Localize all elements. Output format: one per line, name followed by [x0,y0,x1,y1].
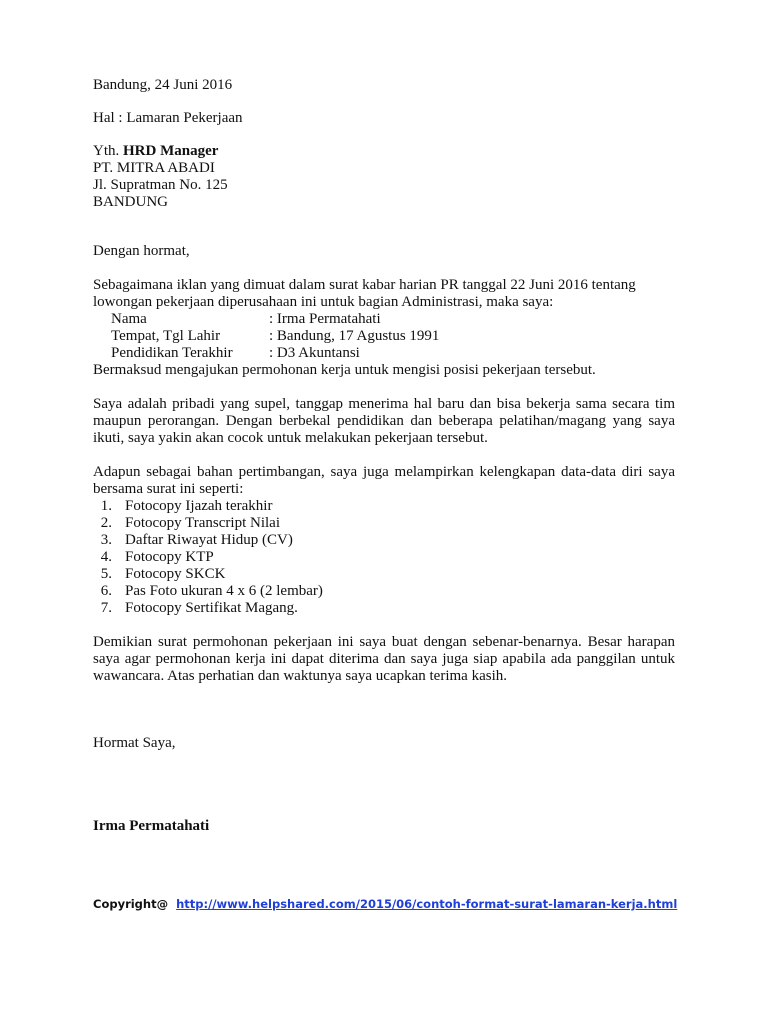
recipient-company: PT. MITRA ABADI [93,160,215,176]
list-text: Daftar Riwayat Hidup (CV) [125,532,293,548]
list-item [93,549,675,566]
list-text: Fotocopy SKCK [125,566,226,582]
signature-name: Irma Permatahati [93,818,210,834]
list-text: Pas Foto ukuran 4 x 6 (2 lembar) [125,583,323,599]
list-number: 6. [100,583,112,599]
list-text: Fotocopy Transcript Nilai [125,515,281,531]
field-row-education [93,345,675,362]
recipient-address: Jl. Supratman No. 125 [93,177,228,193]
list-item [93,515,675,532]
field-label: Tempat, Tgl Lahir [111,328,221,344]
list-number: 2. [100,515,112,531]
list-number: 7. [100,600,112,616]
recipient-title-line [93,143,675,160]
attachment-list [93,498,675,617]
field-value: : D3 Akuntansi [269,345,360,361]
list-text: Fotocopy Ijazah terakhir [125,498,273,514]
letter-date: Bandung, 24 Juni 2016 [93,77,233,93]
field-label: Pendidikan Terakhir [111,345,233,361]
letter [93,77,675,835]
list-item [93,600,675,617]
intent-line: Bermaksud mengajukan permohonan kerja untuk mengisi posisi pekerjaan tersebut. [93,362,596,378]
recipient-prefix: Yth. [93,143,123,159]
field-label: Nama [111,311,147,327]
signoff: Hormat Saya, [93,735,176,751]
field-value: : Irma Permatahati [269,311,381,327]
greeting: Dengan hormat, [93,243,190,259]
paragraph-closing: Demikian surat permohonan pekerjaan ini saya buat dengan sebenar-benarnya. Besar harapan saya agar permohonan kerja ini dapat diterima dan saya juga siap apabila ada panggilan untuk wawancara. Atas perhatian dan waktunya saya ucapkan terima kasih. [93,634,675,684]
list-number: 5. [100,566,112,582]
list-number: 1. [100,498,112,514]
recipient-city: BANDUNG [93,194,168,210]
copyright-label: Copyright@ [93,897,169,911]
list-item [93,498,675,515]
intro-line-1: Sebagaimana iklan yang dimuat dalam surat kabar harian PR tanggal 22 Juni 2016 tentang [93,277,636,293]
source-link[interactable]: http://www.helpshared.com/2015/06/contoh-format-surat-lamaran-kerja.html [176,897,678,911]
letter-subject: Hal : Lamaran Pekerjaan [93,110,243,126]
list-item [93,532,675,549]
list-item [93,566,675,583]
intro-line-2: lowongan pekerjaan diperusahaan ini untuk bagian Administrasi, maka saya: [93,294,554,310]
field-row-birth [93,328,675,345]
field-row-nama [93,311,675,328]
list-number: 4. [100,549,112,565]
list-item [93,583,675,600]
list-text: Fotocopy Sertifikat Magang. [125,600,298,616]
paragraph-personality: Saya adalah pribadi yang supel, tanggap menerima hal baru dan bisa bekerja sama secara tim maupun perorangan. Dengan berbekal pendidikan dan beberapa pelatihan/magang yang saya ikuti, saya yakin akan cocok untuk melakukan pekerjaan tersebut. [93,396,675,446]
paragraph-attachments-intro: Adapun sebagai bahan pertimbangan, saya juga melampirkan kelengkapan data-data diri saya bersama surat ini seperti: [93,464,675,497]
copyright-footer [93,896,677,913]
recipient-title: HRD Manager [123,143,219,159]
list-number: 3. [100,532,112,548]
list-text: Fotocopy KTP [125,549,214,565]
field-value: : Bandung, 17 Agustus 1991 [269,328,440,344]
